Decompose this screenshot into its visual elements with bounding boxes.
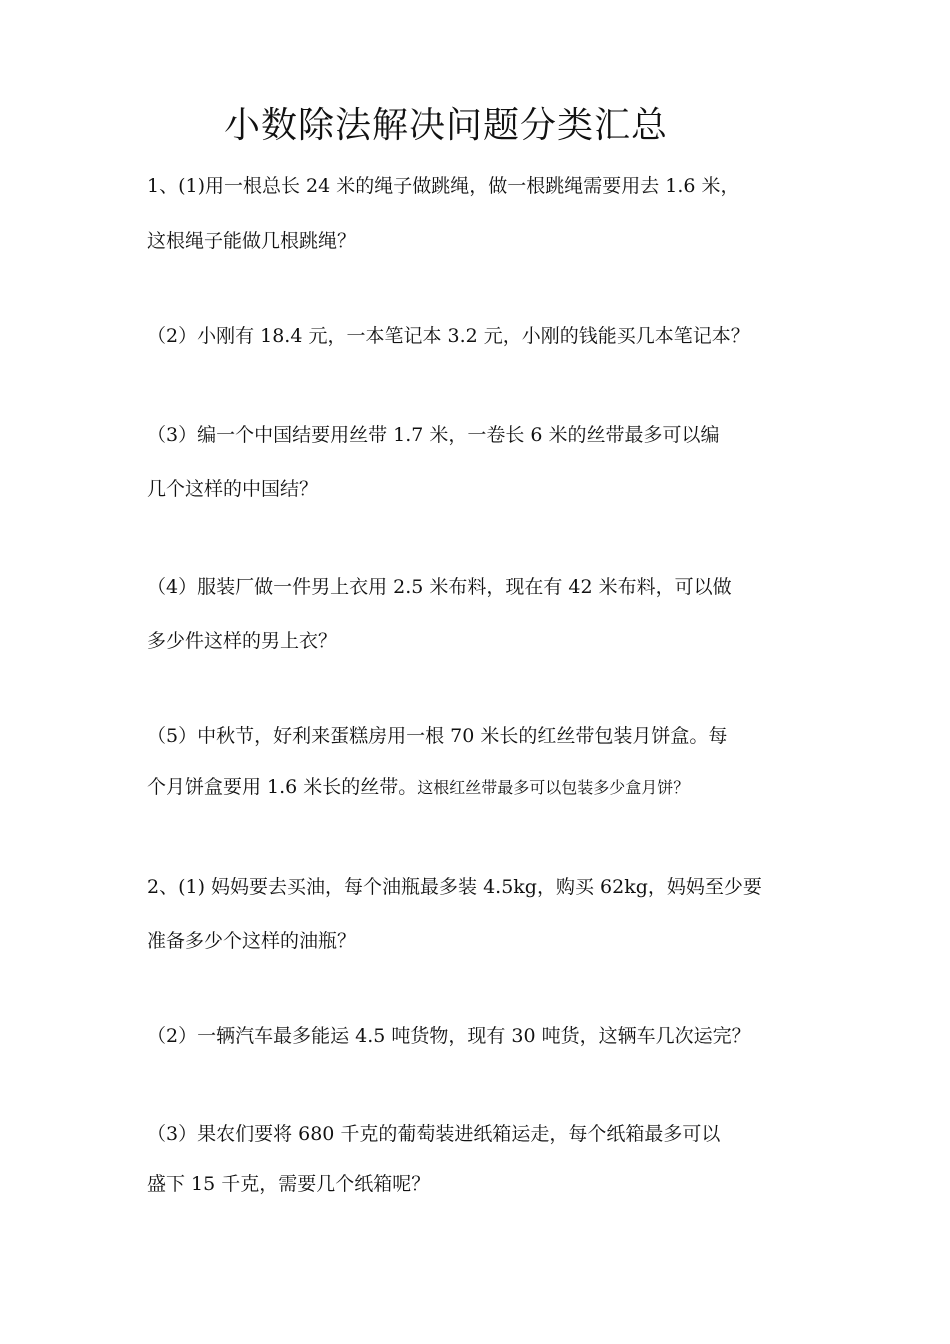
problem-2-1-line-1: 2、(1) 妈妈要去买油，每个油瓶最多装 4.5kg，购买 62kg，妈妈至少要 (147, 876, 762, 898)
problem-2-1-line-2: 准备多少个这样的油瓶？ (147, 930, 357, 952)
problem-1-5-line-2 (147, 773, 827, 802)
problem-1-1-line-1: 1、(1)用一根总长 24 米的绳子做跳绳，做一根跳绳需要用去 1.6 米， (147, 175, 740, 197)
problem-1-4-line-2: 多少件这样的男上衣？ (147, 630, 338, 652)
problem-1-5-line-1: （5）中秋节，好利来蛋糕房用一根 70 米长的红丝带包装月饼盒。每 (147, 725, 728, 747)
problem-2-3-line-1: （3）果农们要将 680 千克的葡萄装进纸箱运走，每个纸箱最多可以 (147, 1123, 721, 1145)
problem-1-5-line-2-text: 个月饼盒要用 1.6 米长的丝带。 (147, 776, 418, 798)
problem-2-3-line-2: 盛下 15 千克，需要几个纸箱呢？ (147, 1173, 431, 1195)
problem-1-3-line-2: 几个这样的中国结？ (147, 478, 319, 500)
problem-1-5-question: 这根红丝带最多可以包装多少盒月饼？ (417, 778, 690, 797)
problem-1-4-line-1: （4）服装厂做一件男上衣用 2.5 米布料，现在有 42 米布料，可以做 (147, 576, 732, 598)
problem-2-2-line-1: （2）一辆汽车最多能运 4.5 吨货物，现有 30 吨货，这辆车几次运完？ (147, 1025, 751, 1047)
page-title: 小数除法解决问题分类汇总 (223, 105, 668, 146)
problem-1-1-line-2: 这根绳子能做几根跳绳？ (147, 230, 357, 252)
problem-1-2-line-1: （2）小刚有 18.4 元，一本笔记本 3.2 元，小刚的钱能买几本笔记本？ (147, 325, 750, 347)
problem-1-3-line-1: （3）编一个中国结要用丝带 1.7 米，一卷长 6 米的丝带最多可以编 (147, 424, 720, 446)
